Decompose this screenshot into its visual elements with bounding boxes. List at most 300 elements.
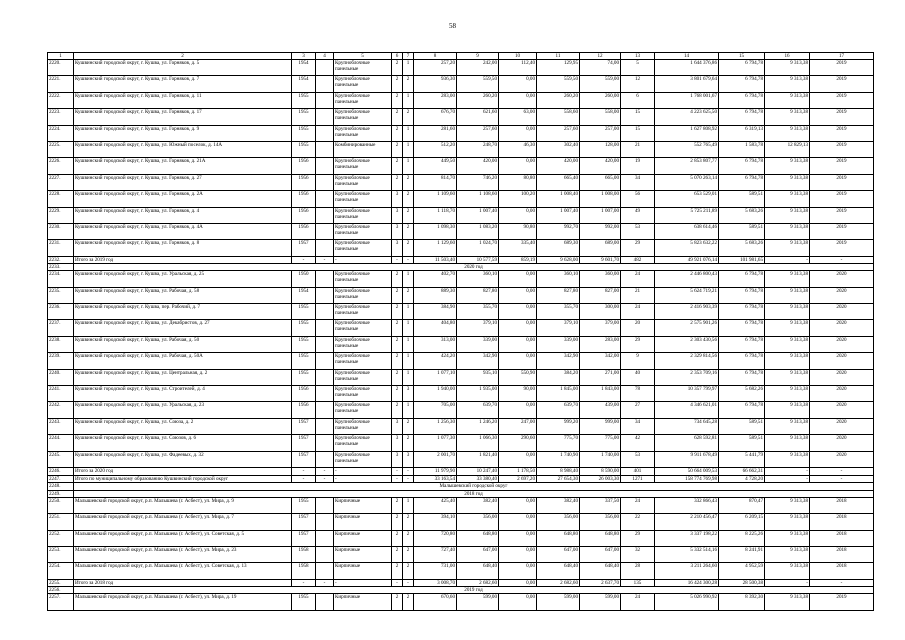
table-row bbox=[48, 125, 874, 141]
table-cell: 271,00 bbox=[580, 369, 621, 385]
table-cell: 1 007,40 bbox=[457, 207, 499, 223]
table-row bbox=[48, 451, 874, 467]
table-cell: 9 313,38 bbox=[765, 271, 810, 287]
table-cell: 9 313,38 bbox=[765, 546, 810, 562]
table-cell: 5 683,26 bbox=[719, 240, 765, 256]
table-cell: 0,00 bbox=[499, 271, 537, 287]
table-cell: 9 313,38 bbox=[765, 594, 810, 610]
table-cell: 1957 bbox=[292, 418, 316, 434]
table-cell: 158 774 769,98 bbox=[655, 475, 719, 483]
address-cell: Итого по муниципальному образованию Кушвинский городской округ bbox=[74, 475, 292, 483]
table-cell: 2019 bbox=[810, 60, 874, 76]
table-cell: 20 bbox=[621, 320, 655, 336]
address-cell: Итого за 2020 год bbox=[74, 467, 292, 475]
table-cell: 0,00 bbox=[499, 594, 537, 610]
table-cell: 384,90 bbox=[414, 304, 457, 320]
row-number: 2245. bbox=[48, 451, 74, 467]
table-cell: 1 083,20 bbox=[457, 223, 499, 239]
table-cell: 2 bbox=[392, 92, 403, 108]
table-cell: 9 601,70 bbox=[580, 256, 621, 264]
row-number: 2255. bbox=[48, 579, 74, 587]
table-row bbox=[48, 369, 874, 385]
table-cell: 558,00 bbox=[580, 109, 621, 125]
column-header: 9 bbox=[457, 53, 499, 60]
table-cell: 1954 bbox=[292, 60, 316, 76]
table-cell: 6 794,78 bbox=[719, 174, 765, 190]
table-cell: 2 bbox=[392, 594, 403, 610]
table-cell: 827,00 bbox=[580, 287, 621, 303]
row-number: 2234. bbox=[48, 271, 74, 287]
table-cell: 1954 bbox=[292, 287, 316, 303]
table-cell: - bbox=[316, 475, 334, 483]
table-cell: Кирпичные bbox=[334, 594, 392, 610]
year-label: 2020 год bbox=[74, 264, 874, 271]
total-row bbox=[48, 579, 874, 587]
table-cell: 1 bbox=[403, 353, 414, 369]
table-cell: 379,00 bbox=[580, 320, 621, 336]
table-cell: 1 bbox=[403, 92, 414, 108]
table-cell: 6 794,78 bbox=[719, 336, 765, 352]
table-cell: 9 313,38 bbox=[765, 451, 810, 467]
table-cell: - bbox=[316, 256, 334, 264]
table-cell: 0,00 bbox=[499, 125, 537, 141]
table-row bbox=[48, 304, 874, 320]
table-cell: 676,70 bbox=[414, 109, 457, 125]
table-cell: 6 209,15 bbox=[719, 514, 765, 530]
table-cell: 1955 bbox=[292, 369, 316, 385]
table-cell bbox=[316, 76, 334, 92]
table-cell: 2 bbox=[403, 563, 414, 579]
table-cell: 2020 bbox=[810, 418, 874, 434]
address-cell: Итого за 2018 год bbox=[74, 579, 292, 587]
row-number: 2231. bbox=[48, 240, 74, 256]
table-cell bbox=[316, 497, 334, 513]
row-number: 2251. bbox=[48, 514, 74, 530]
table-cell: 112,40 bbox=[499, 60, 537, 76]
table-cell: 2 bbox=[392, 546, 403, 562]
table-cell: 0,00 bbox=[499, 76, 537, 92]
year-label: 2018 год bbox=[74, 490, 874, 497]
table-cell: 9 313,38 bbox=[765, 563, 810, 579]
table-row bbox=[48, 353, 874, 369]
table-cell: 3 bbox=[392, 207, 403, 223]
table-cell: 5 624 719,21 bbox=[655, 287, 719, 303]
table-cell: 705,00 bbox=[414, 402, 457, 418]
table-cell: 9 313,38 bbox=[765, 240, 810, 256]
table-cell bbox=[316, 514, 334, 530]
table-cell: 8 225,26 bbox=[719, 530, 765, 546]
year-label: 2019 год bbox=[74, 587, 874, 594]
table-cell: 9 628,00 bbox=[537, 256, 580, 264]
table-cell: Комбинированные bbox=[334, 141, 392, 157]
year-header-row bbox=[48, 490, 874, 497]
table-row bbox=[48, 336, 874, 352]
table-cell: 9 313,38 bbox=[765, 530, 810, 546]
address-cell: Кушвинский городской округ, г. Кушва, ул. Уральская, д. 25 bbox=[74, 271, 292, 287]
table-cell: 337,50 bbox=[580, 497, 621, 513]
table-cell: 9 bbox=[621, 353, 655, 369]
table-cell: 401 bbox=[621, 467, 655, 475]
table-cell: 665,40 bbox=[537, 174, 580, 190]
table-cell: 5 070 263,14 bbox=[655, 174, 719, 190]
table-cell: 559,50 bbox=[537, 76, 580, 92]
table-cell: 2019 bbox=[810, 76, 874, 92]
table-cell: 0,00 bbox=[499, 530, 537, 546]
table-cell: 1956 bbox=[292, 174, 316, 190]
column-header: 13 bbox=[621, 53, 655, 60]
table-cell: 6 794,78 bbox=[719, 271, 765, 287]
row-number: 2239. bbox=[48, 353, 74, 369]
table-cell: 281,60 bbox=[414, 125, 457, 141]
table-row bbox=[48, 563, 874, 579]
table-cell: 8 392,30 bbox=[719, 594, 765, 610]
address-cell: Кушвинский городской округ, г. Кушва, ул. Горняков, д. 11 bbox=[74, 92, 292, 108]
column-header: 5 bbox=[334, 53, 392, 60]
table-cell: - bbox=[334, 256, 392, 264]
table-cell: 260,20 bbox=[537, 92, 580, 108]
table-cell: 2 bbox=[392, 158, 403, 174]
table-cell: 1957 bbox=[292, 530, 316, 546]
table-cell: 379,10 bbox=[457, 320, 499, 336]
table-cell: 32 bbox=[621, 546, 655, 562]
table-cell: Крупноблочные панельные bbox=[334, 451, 392, 467]
table-cell: 449,50 bbox=[414, 158, 457, 174]
table-cell: 1 bbox=[403, 336, 414, 352]
table-cell: 775,00 bbox=[580, 435, 621, 451]
table-cell bbox=[316, 207, 334, 223]
row-number: 2232. bbox=[48, 256, 74, 264]
table-cell: 1 bbox=[403, 141, 414, 157]
address-cell: Малышевский городской округ, р.п. Малышева (г. Асбест), ул. Мира, д. 9 bbox=[74, 497, 292, 513]
table-cell: 2019 bbox=[810, 191, 874, 207]
table-cell: 2 bbox=[403, 435, 414, 451]
table-cell: 2 bbox=[392, 287, 403, 303]
table-cell: Кирпичные bbox=[334, 514, 392, 530]
table-row bbox=[48, 435, 874, 451]
district-header-row bbox=[48, 483, 874, 491]
table-cell: 1 740,00 bbox=[580, 451, 621, 467]
table-cell: 11 503,40 bbox=[414, 256, 457, 264]
table-cell: 27 654,30 bbox=[537, 475, 580, 483]
table-cell: 935,10 bbox=[457, 369, 499, 385]
table-cell: 302,40 bbox=[537, 141, 580, 157]
table-cell: 63,00 bbox=[499, 109, 537, 125]
table-cell: 66 662,31 bbox=[719, 467, 765, 475]
table-cell: 653 529,01 bbox=[655, 191, 719, 207]
table-cell: 4 223 625,50 bbox=[655, 109, 719, 125]
table-cell: 599,00 bbox=[457, 594, 499, 610]
table-cell: Крупноблочные панельные bbox=[334, 287, 392, 303]
table-cell: 870,47 bbox=[719, 497, 765, 513]
table-cell: 420,00 bbox=[537, 158, 580, 174]
housing-register-table bbox=[47, 52, 874, 611]
table-row bbox=[48, 207, 874, 223]
table-cell: 5 441,79 bbox=[719, 451, 765, 467]
table-cell: 5 682,26 bbox=[719, 386, 765, 402]
table-cell: 332 866,43 bbox=[655, 497, 719, 513]
address-cell: Кушвинский городской округ, г. Кушва, ул. Союзов, д. 6 bbox=[74, 435, 292, 451]
column-header: 11 bbox=[537, 53, 580, 60]
table-cell: 814,70 bbox=[414, 174, 457, 190]
address-cell: Малышевский городской округ, р.п. Малышева (г. Асбест), ул. Мира, д. 23 bbox=[74, 546, 292, 562]
table-cell: 40 bbox=[621, 369, 655, 385]
table-cell bbox=[316, 369, 334, 385]
table-cell: 2 bbox=[403, 594, 414, 610]
table-cell: 2 bbox=[392, 109, 403, 125]
table-cell: 9 313,38 bbox=[765, 497, 810, 513]
table-cell: 9 313,38 bbox=[765, 125, 810, 141]
table-cell: 2 001,70 bbox=[414, 451, 457, 467]
table-row bbox=[48, 320, 874, 336]
table-cell: 0,00 bbox=[499, 207, 537, 223]
table-cell: Крупноблочные панельные bbox=[334, 271, 392, 287]
table-cell: 8 241,91 bbox=[719, 546, 765, 562]
table-cell: 28 500,38 bbox=[719, 579, 765, 587]
table-cell: 283,00 bbox=[414, 92, 457, 108]
row-number: 2243. bbox=[48, 418, 74, 434]
table-row bbox=[48, 418, 874, 434]
table-cell: 9 313,38 bbox=[765, 402, 810, 418]
table-cell: Крупноблочные панельные bbox=[334, 353, 392, 369]
table-cell: 247,00 bbox=[499, 418, 537, 434]
column-number-header bbox=[48, 53, 874, 60]
table-row bbox=[48, 76, 874, 92]
table-cell: 5 683,26 bbox=[719, 207, 765, 223]
table-cell: 1 066,30 bbox=[457, 435, 499, 451]
table-cell: 2019 bbox=[810, 240, 874, 256]
table-cell: 356,00 bbox=[537, 514, 580, 530]
table-cell: 2 bbox=[403, 191, 414, 207]
row-number: 2252. bbox=[48, 530, 74, 546]
table-cell: 2 bbox=[403, 240, 414, 256]
table-cell: 1 768 001,67 bbox=[655, 92, 719, 108]
table-cell: 648,40 bbox=[457, 563, 499, 579]
table-cell: Крупноблочные панельные bbox=[334, 223, 392, 239]
table-cell: 6 794,78 bbox=[719, 304, 765, 320]
table-cell: 1957 bbox=[292, 240, 316, 256]
table-cell bbox=[316, 402, 334, 418]
table-cell bbox=[316, 125, 334, 141]
table-row bbox=[48, 386, 874, 402]
table-cell: 9 313,38 bbox=[765, 336, 810, 352]
table-cell bbox=[316, 451, 334, 467]
column-header: 8 bbox=[414, 53, 457, 60]
table-cell: 394,10 bbox=[414, 514, 457, 530]
table-cell: 3 337 198,22 bbox=[655, 530, 719, 546]
table-row bbox=[48, 158, 874, 174]
table-cell: 552 765,49 bbox=[655, 141, 719, 157]
address-cell: Кушвинский городской округ, г. Кушва, пер. Рабочий, д. 7 bbox=[74, 304, 292, 320]
table-cell: 689,00 bbox=[580, 240, 621, 256]
table-cell: 992,00 bbox=[580, 223, 621, 239]
table-cell: 6 794,78 bbox=[719, 287, 765, 303]
table-cell: 648,40 bbox=[537, 563, 580, 579]
table-cell: 5 bbox=[621, 60, 655, 76]
table-cell: 2 697,20 bbox=[499, 475, 537, 483]
address-cell: Кушвинский городской округ, г. Кушва, ул. Горняков, д. 8 bbox=[74, 240, 292, 256]
table-cell: 550,90 bbox=[499, 369, 537, 385]
table-cell: 512,20 bbox=[414, 141, 457, 157]
table-cell: 2 bbox=[392, 402, 403, 418]
table-cell: 29 bbox=[621, 240, 655, 256]
table-cell: 2020 bbox=[810, 320, 874, 336]
table-cell: 2 bbox=[392, 386, 403, 402]
table-cell: 29 bbox=[621, 336, 655, 352]
table-cell: 775,70 bbox=[537, 435, 580, 451]
table-cell: 356,00 bbox=[457, 514, 499, 530]
table-cell: 6 794,78 bbox=[719, 60, 765, 76]
table-cell bbox=[316, 223, 334, 239]
table-cell: 29 bbox=[621, 530, 655, 546]
table-row bbox=[48, 141, 874, 157]
table-cell: 8 590,00 bbox=[580, 467, 621, 475]
district-label: Малышевский городской округ bbox=[74, 483, 874, 491]
table-cell: 2 bbox=[392, 563, 403, 579]
table-cell: 1 098,30 bbox=[414, 223, 457, 239]
row-number: 2256. bbox=[48, 587, 74, 594]
table-cell: 384,20 bbox=[537, 369, 580, 385]
table-cell: - bbox=[765, 467, 810, 475]
table-cell: 9 313,38 bbox=[765, 304, 810, 320]
address-cell: Кушвинский городской округ, г. Кушва, ул. Южный поселок, д. 14А bbox=[74, 141, 292, 157]
table-cell: 1 256,30 bbox=[414, 418, 457, 434]
table-cell: 2 bbox=[392, 514, 403, 530]
table-cell: Крупноблочные панельные bbox=[334, 158, 392, 174]
table-cell: 2 210 456,47 bbox=[655, 514, 719, 530]
table-cell: 2 bbox=[403, 223, 414, 239]
table-cell: 1956 bbox=[292, 158, 316, 174]
table-cell: Крупноблочные панельные bbox=[334, 207, 392, 223]
row-number: 2223. bbox=[48, 109, 74, 125]
table-cell: Крупноблочные панельные bbox=[334, 418, 392, 434]
table-cell: 257,60 bbox=[537, 125, 580, 141]
table-cell: 360,00 bbox=[580, 271, 621, 287]
table-cell: 0,00 bbox=[499, 514, 537, 530]
table-cell: 9 313,38 bbox=[765, 109, 810, 125]
row-number: 2226. bbox=[48, 158, 74, 174]
table-cell: 5 823 632,22 bbox=[655, 240, 719, 256]
table-cell: 727,40 bbox=[414, 546, 457, 562]
row-number: 2238. bbox=[48, 336, 74, 352]
table-cell: 3 bbox=[392, 435, 403, 451]
table-cell: 290,60 bbox=[499, 435, 537, 451]
column-header: 17 bbox=[810, 53, 874, 60]
address-cell: Кушвинский городской округ, г. Кушва, ул. Горняков, д. 2А bbox=[74, 191, 292, 207]
table-cell: 2 bbox=[403, 530, 414, 546]
table-cell: - bbox=[292, 475, 316, 483]
row-number: 2228. bbox=[48, 191, 74, 207]
table-row bbox=[48, 240, 874, 256]
table-cell: Крупноблочные панельные bbox=[334, 402, 392, 418]
table-cell: 1955 bbox=[292, 92, 316, 108]
table-cell: - bbox=[316, 579, 334, 587]
table-cell: 2 bbox=[392, 271, 403, 287]
table-cell: Кирпичные bbox=[334, 546, 392, 562]
table-cell: 9 313,38 bbox=[765, 174, 810, 190]
table-cell: 1 118,70 bbox=[414, 207, 457, 223]
table-cell: 1 583,78 bbox=[719, 141, 765, 157]
table-cell: 0,00 bbox=[499, 402, 537, 418]
table-cell: - bbox=[334, 579, 392, 587]
table-cell: 1956 bbox=[292, 386, 316, 402]
address-cell: Кушвинский городской округ, г. Кушва, ул. Декабристов, д. 27 bbox=[74, 320, 292, 336]
table-cell: 33 163,54 bbox=[414, 475, 457, 483]
table-cell: 50 664 009,53 bbox=[655, 467, 719, 475]
column-header: 7 bbox=[403, 53, 414, 60]
table-cell: 9 313,38 bbox=[765, 386, 810, 402]
page-number: 58 bbox=[449, 22, 456, 30]
table-cell: 0,00 bbox=[499, 546, 537, 562]
table-cell: 1955 bbox=[292, 320, 316, 336]
table-cell: 1 178,50 bbox=[499, 467, 537, 475]
table-cell: 1955 bbox=[292, 141, 316, 157]
table-cell: - bbox=[392, 256, 403, 264]
table-cell: 2 bbox=[392, 530, 403, 546]
table-cell: 101 981,65 bbox=[719, 256, 765, 264]
table-cell: 42 bbox=[621, 435, 655, 451]
table-cell: 2 bbox=[403, 514, 414, 530]
address-cell: Кушвинский городской округ, г. Кушва, ул. Строителей, д. 4 bbox=[74, 386, 292, 402]
table-cell: 0,00 bbox=[499, 320, 537, 336]
table-cell: 1957 bbox=[292, 451, 316, 467]
table-cell: 2 bbox=[403, 76, 414, 92]
table-cell: 9 313,38 bbox=[765, 223, 810, 239]
table-cell: 2019 bbox=[810, 141, 874, 157]
address-cell: Кушвинский городской округ, г. Кушва, ул. Рабочая, д. 50 bbox=[74, 336, 292, 352]
table-row bbox=[48, 530, 874, 546]
table-cell: 1 007,40 bbox=[537, 207, 580, 223]
table-cell: 621,60 bbox=[457, 109, 499, 125]
column-header: 14 bbox=[655, 53, 719, 60]
table-cell: 1 845,00 bbox=[537, 386, 580, 402]
table-cell: 90,00 bbox=[499, 386, 537, 402]
table-cell: 4 952,59 bbox=[719, 563, 765, 579]
table-row bbox=[48, 92, 874, 108]
address-cell: Кушвинский городской округ, г. Кушва, ул. Горняков, д. 4 bbox=[74, 207, 292, 223]
row-number: 2221. bbox=[48, 76, 74, 92]
table-cell: - bbox=[392, 579, 403, 587]
table-cell: 2 bbox=[392, 76, 403, 92]
row-number: 2242. bbox=[48, 402, 74, 418]
table-cell: 1958 bbox=[292, 563, 316, 579]
table-cell: 1957 bbox=[292, 514, 316, 530]
table-cell: 2 353 709,16 bbox=[655, 369, 719, 385]
table-cell: - bbox=[392, 467, 403, 475]
table-cell: Крупноблочные панельные bbox=[334, 304, 392, 320]
table-cell: - bbox=[403, 579, 414, 587]
table-cell: Кирпичные bbox=[334, 530, 392, 546]
table-cell: 425,40 bbox=[414, 497, 457, 513]
table-cell: 9 313,38 bbox=[765, 60, 810, 76]
table-cell: 482 bbox=[621, 256, 655, 264]
row-number: 2241. bbox=[48, 386, 74, 402]
table-cell: 1 bbox=[403, 125, 414, 141]
table-cell: - bbox=[765, 475, 810, 483]
column-header: 10 bbox=[499, 53, 537, 60]
table-cell: 2 682,60 bbox=[457, 579, 499, 587]
row-number: 2225. bbox=[48, 141, 74, 157]
table-cell: 257,20 bbox=[414, 60, 457, 76]
table-cell: 0,00 bbox=[499, 579, 537, 587]
table-row bbox=[48, 174, 874, 190]
table-cell: 24 bbox=[621, 594, 655, 610]
table-cell: 46,30 bbox=[499, 141, 537, 157]
table-cell bbox=[316, 435, 334, 451]
table-cell: 3 bbox=[392, 240, 403, 256]
table-cell: 257,60 bbox=[457, 125, 499, 141]
table-cell bbox=[316, 418, 334, 434]
table-cell: 10 577,59 bbox=[457, 256, 499, 264]
